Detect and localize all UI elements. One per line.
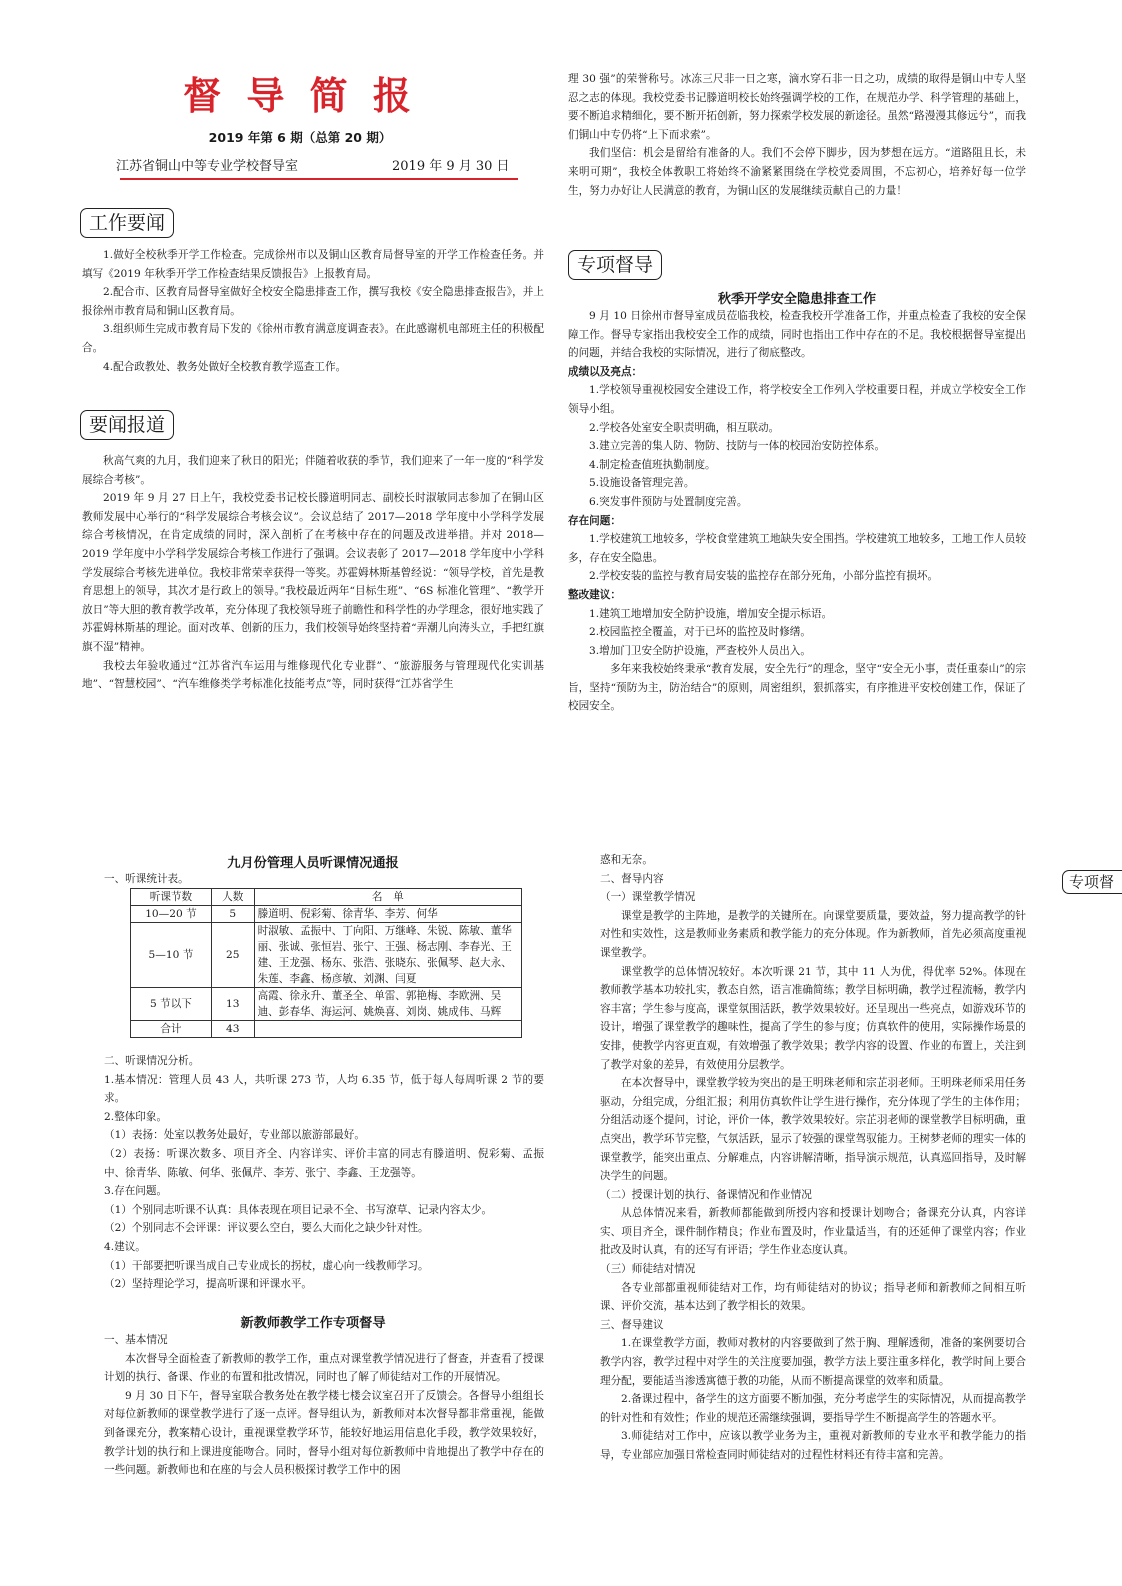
special-title: 秋季开学安全隐患排查工作 [717,292,877,307]
sub-paragraph: 课堂是教学的主阵地，是教学的关键所在。向课堂要质量，要效益，努力提高教学的针对性和实效性，这是教师业务素质和教学能力的充分体现。作为新教师，首先必须高度重视课堂教学。 [600,909,1026,959]
news-report-body [82,452,544,694]
table-header-row [131,889,522,906]
report-header [80,72,520,180]
continuation-text: 惑和无奈。 [600,854,653,866]
news-paragraph: 我校去年验收通过“江苏省汽车运用与维修现代化专业群”、“旅游服务与管理现代化实训基地”、“智慧校园”、“汽车维修类学考标准化技能考点”等，同时获得“江苏省学生 [82,659,544,691]
special-heading: 专项督导 [568,250,662,280]
table-cell: 25 [211,923,254,988]
table-cell: 5 [211,906,254,923]
new-teacher-paragraph: 本次督导全面检查了新教师的教学工作，重点对课堂教学情况进行了督查，并查看了授课计划的执行、备课、作业的布置和批改情况，同时也了解了师徒结对工作的开展情况。 [104,1352,544,1384]
sub-paragraph: 在本次督导中，课堂教学较为突出的是王明珠老师和宗芷羽老师。王明珠老师采用任务驱动，分组完成，分组汇报；利用仿真软件让学生进行操作，充分体现了学生的主体作用；分组活动逐个提问，讨论，评价一体，教学效果较好。宗芷羽老师的课堂教学目标明确，重点突出，教学环节完整，气氛活跃，显示了较强的课堂驾驭能力。王树梦老师的理实一体的课堂教学，能突出重点、分解难点，内容讲解清晰，指导演示规范，认真巡回指导，及时解决学生的问题。 [600,1077,1026,1183]
achievement-item: 1.学校领导重视校园安全建设工作，将学校安全工作列入学校重要日程，并成立学校安全工作领导小组。 [568,384,1026,415]
special-intro: 9 月 10 日徐州市督导室成员莅临我校，检查我校开学准备工作，并重点检查了我校的安全保障工作。督导专家指出我校安全工作的成绩，同时也指出工作中存在的不足。我校根据督导室提出的问题，并结合我校的实际情况，进行了彻底整改。 [568,310,1026,360]
new-teacher-section-1: 一、基本情况 [104,1334,168,1346]
work-news-item: 2.配合市、区教育局督导室做好全校安全隐患排查工作，撰写我校《安全隐患排查报告》，并上报徐州市教育局和铜山区教育局。 [82,286,544,317]
table-cell: 高霞、徐永升、董圣全、单雷、郭艳梅、李欧洲、吴迪、彭春华、海运河、姚焕喜、刘岗、姚成伟、马辉 [254,988,521,1021]
new-teacher-continuation [600,851,1026,1465]
new-teacher-section-2: 二、督导内容 [600,872,664,885]
achievement-item: 2.学校各处室安全职责明确，相互联动。 [589,421,780,434]
suggest-item: （2）坚持理论学习，提高听课和评课水平。 [104,1278,313,1291]
news-paragraph: 2019 年 9 月 27 日上午，我校党委书记校长滕道明同志、副校长时淑敏同志参加了在铜山区教师发展中心举行的“科学发展综合考核会议”。会议总结了 2017—2018 学年度中小学科学发展综合考核情况，在肯定成绩的同时，深入剖析了在考核中存在的问题及改进举措。并对 2018—2019 学年度中小学科学发展综合考核工作进行了强调。会议表彰了 2017—2018 学年度中小学科学发展综合考核先进单位。我校非常荣幸获得一等奖。苏霍姆林斯基曾经说：“领导学校，首先是教育思想上的领导，其次才是行政上的领导。”我校最近两年“目标生班”、“6S 标准化管理”、“教学开放日”等大胆的教育教学改革，充分体现了我校领导班子前瞻性和科学性的办学理念，很好地实践了苏霍姆林斯基的理论。面对改革、创新的压力，我们校领导始终坚持着“弄潮儿向涛头立，手把红旗旗不湿”精神。 [82,492,544,653]
table-row [131,906,522,923]
overall-item: （2）表扬：听课次数多、项目齐全、内容详实、评价丰富的同志有滕道明、倪彩菊、孟振中、徐青华、陈敏、何华、张佩芹、李芳、张宁、李鑫、王龙强等。 [104,1147,544,1179]
overall-item: （1）表扬：处室以教务处最好，专业部以旅游部最好。 [104,1129,365,1142]
advice-item: 1.在课堂教学方面，教师对教材的内容要做到了然于胸、理解透彻，准备的案例要切合教学内容，教学过程中对学生的关注度要加强，教学方法上要注重多样化，教学时间上要合理分配，要能适当渗透寓德于教的功能，从而不断提高课堂的效率和质量。 [600,1337,1026,1387]
sub-heading: （二）授课计划的执行、备课情况和作业情况 [600,1188,812,1201]
listen-basic: 1.基本情况：管理人员 43 人，共听课 273 节，人均 6.35 节，低于每人每周听课 2 节的要求。 [104,1073,544,1105]
fixes-label: 整改建议： [568,588,621,601]
suggest-item: （1）干部要把听课当成自己专业成长的拐杖，虚心向一线教师学习。 [104,1259,429,1272]
news-report-heading: 要闻报道 [80,410,174,440]
sub-paragraph: 各专业部都重视师徒结对工作，均有师徒结对的协议；指导老师和新教师之间相互听课、评价交流，基本达到了教学相长的效果。 [600,1281,1026,1313]
problems-label: 存在问题： [568,514,621,527]
new-teacher-section-3: 三、督导建议 [600,1318,664,1331]
achievement-item: 6.突发事件预防与处置制度完善。 [589,495,748,508]
listen-analysis [104,1052,544,1294]
news-report-continuation [568,70,1026,200]
listen-title: 九月份管理人员听课情况通报 [227,856,399,871]
work-news-heading: 工作要闻 [80,208,174,238]
news-paragraph: 理 30 强”的荣誉称号。冰冻三尺非一日之寒，滴水穿石非一日之功，成绩的取得是铜山中专人坚忍之志的体现。我校党委书记滕道明校长始终强调学校的工作，在规范办学、科学管理的基础上，要不断追求精细化，要不断开拓创新，努力探索学校发展的新途径。虽然“路漫漫其修远兮”，而我们铜山中专仍将“上下而求索”。 [568,73,1026,141]
achievement-item: 5.设施设备管理完善。 [589,477,695,490]
overall-label: 2.整体印象。 [104,1110,168,1123]
work-news-item: 3.组织师生完成市教育局下发的《徐州市教育满意度调查表》。在此感谢机电部班主任的积极配合。 [82,323,544,354]
new-teacher-body [104,1331,544,1480]
issue-number: 2019 年第 6 期（总第 20 期） [208,130,392,145]
table-cell: 13 [211,988,254,1021]
problem-item: 2.学校安装的监控与教育局安装的监控存在部分死角，小部分监控有损坏。 [589,570,939,583]
special-body [568,307,1026,716]
table-cell: 滕道明、倪彩菊、徐青华、李芳、何华 [254,906,521,923]
issue-date: 2019 年 9 月 30 日 [392,159,510,174]
listen-stat-table [130,888,522,1038]
work-news-list [82,246,544,376]
work-news-item: 1.做好全校秋季开学工作检查。完成徐州市以及铜山区教育局督导室的开学工作检查任务。并填写《2019 年秋季开学工作检查结果反馈报告》上报教育局。 [82,249,544,280]
table-header-cell: 听课节数 [131,889,212,906]
fix-item: 2.校园监控全覆盖，对于已坏的监控及时修缮。 [589,626,811,639]
table-cell: 时淑敏、孟振中、丁向阳、万继峰、朱锐、陈敏、董华丽、张诚、张恒岩、张宁、王强、杨志刚、李春光、王建、王龙强、杨东、张浩、张晓东、张佩琴、赵大永、朱莲、李鑫、杨彦敏、刘渊、闫夏 [254,923,521,988]
issue-item: （2）个别同志不会评课：评议要么空白，要么大而化之缺少针对性。 [104,1222,429,1235]
suggest-label: 4.建议。 [104,1240,146,1253]
achievement-item: 4.制定检查值班执勤制度。 [589,458,716,471]
problem-item: 1.学校建筑工地较多，学校食堂建筑工地缺失安全围挡。学校建筑工地较多，工地工作人员较多，存在安全隐患。 [568,533,1026,564]
achievements-label: 成绩以及亮点： [568,365,643,378]
sub-heading: （三）师徒结对情况 [600,1263,696,1276]
issues-label: 3.存在问题。 [104,1185,168,1198]
table-cell: 5—10 节 [131,923,212,988]
news-paragraph: 我们坚信：机会是留给有准备的人。我们不会停下脚步，因为梦想在远方。“道路阻且长，未来明可期”，我校全体教职工将始终不渝紧紧围绕在学校党委周围，不忘初心，培养好每一位学生，努力办好让人民满意的教育，为铜山区的发展继续贡献自己的力量！ [568,147,1026,197]
new-teacher-paragraph: 9 月 30 日下午，督导室联合教务处在教学楼七楼会议室召开了反馈会。各督导小组组长对每位新教师的课堂教学进行了逐一点评。督导组认为，新教师对本次督导都非常重视，能做到备课充分，教案精心设计，重视课堂教学环节，能较好地运用信息化手段，教学效果较好，教学计划的执行和上课进度能吻合。同时，督导小组对每位新教师中肯地提出了教学中存在的一些问题。新教师也和在座的与会人员积极探讨教学工作中的困 [104,1389,544,1477]
table-cell [254,1021,521,1038]
listen-section-1: 一、听课统计表。 [104,873,189,885]
achievement-item: 3.建立完善的集人防、物防、技防与一体的校园治安防控体系。 [589,440,886,453]
edge-section-tab: 专项督 [1062,870,1122,894]
sub-paragraph: 课堂教学的总体情况较好。本次听课 21 节，其中 11 人为优，得优率 52%。体现在教师教学基本功较扎实，教态自然，语言准确简练；教学目标明确，教学过程流畅，教学内容丰富；学生参与度高，课堂氛围活跃，教学效果较好。还呈现出一些亮点，如游戏环节的设计，增强了课堂教学的趣味性，提高了学生的参与度；仿真软件的使用，实际操作场景的安排，使教学内容更直观，有效增强了教学效果；教学内容的设置、作业的布置上，关注到了教学对象的差异，有效使用分层教学。 [600,965,1026,1071]
table-cell: 合计 [131,1021,212,1038]
sub-paragraph: 从总体情况来看，新教师都能做到所授内容和授课计划吻合；备课充分认真，内容详实、项目齐全，课件制作精良；作业布置及时，作业量适当，有的还延伸了课堂内容；作业批改及时认真，有的还写有评语；学生作业态度认真。 [600,1207,1026,1257]
work-news-item: 4.配合政教处、教务处做好全校教育教学巡查工作。 [103,360,347,373]
report-title: 督 导 简 报 [183,74,417,118]
fix-item: 3.增加门卫安全防护设施，严查校外人员出入。 [589,644,811,657]
table-cell: 43 [211,1021,254,1038]
new-teacher-title: 新教师教学工作专项督导 [240,1316,386,1331]
advice-item: 2.备课过程中，备学生的这方面要不断加强，充分考虑学生的实际情况，从而提高教学的针对性和有效性；作业的规范还需继续强调，要指导学生不断提高学生的答题水平。 [600,1393,1026,1424]
table-cell: 10—20 节 [131,906,212,923]
fix-item: 1.建筑工地增加安全防护设施，增加安全提示标语。 [589,607,833,620]
table-row [131,923,522,988]
table-row [131,1021,522,1038]
table-cell: 5 节以下 [131,988,212,1021]
sub-heading: （一）课堂教学情况 [600,891,696,904]
table-header-cell: 人数 [211,889,254,906]
issue-item: （1）个别同志听课不认真：具体表现在项目记录不全、书写潦草、记录内容太少。 [104,1203,493,1216]
news-paragraph: 秋高气爽的九月，我们迎来了秋日的阳光；伴随着收获的季节，我们迎来了一年一度的“科学发展综合考核”。 [82,455,544,486]
listen-section-2: 二、听课情况分析。 [104,1055,200,1067]
header-rule [120,178,518,180]
advice-item: 3.师徒结对工作中，应该以教学业务为主，重视对新教师的专业水平和教学能力的指导，专业部应加强日常检查同时师徒结对的过程性材料还有待丰富和完善。 [600,1430,1026,1461]
org-name: 江苏省铜山中等专业学校督导室 [116,159,299,174]
table-row [131,988,522,1021]
table-header-cell: 名 单 [254,889,521,906]
special-closing: 多年来我校始终秉承“教育发展，安全先行”的理念，坚守“安全无小事，责任重泰山”的宗旨，坚持“预防为主，防治结合”的原则，周密组织，狠抓落实，有序推进平安校创建工作，保证了校园安全。 [568,663,1026,713]
